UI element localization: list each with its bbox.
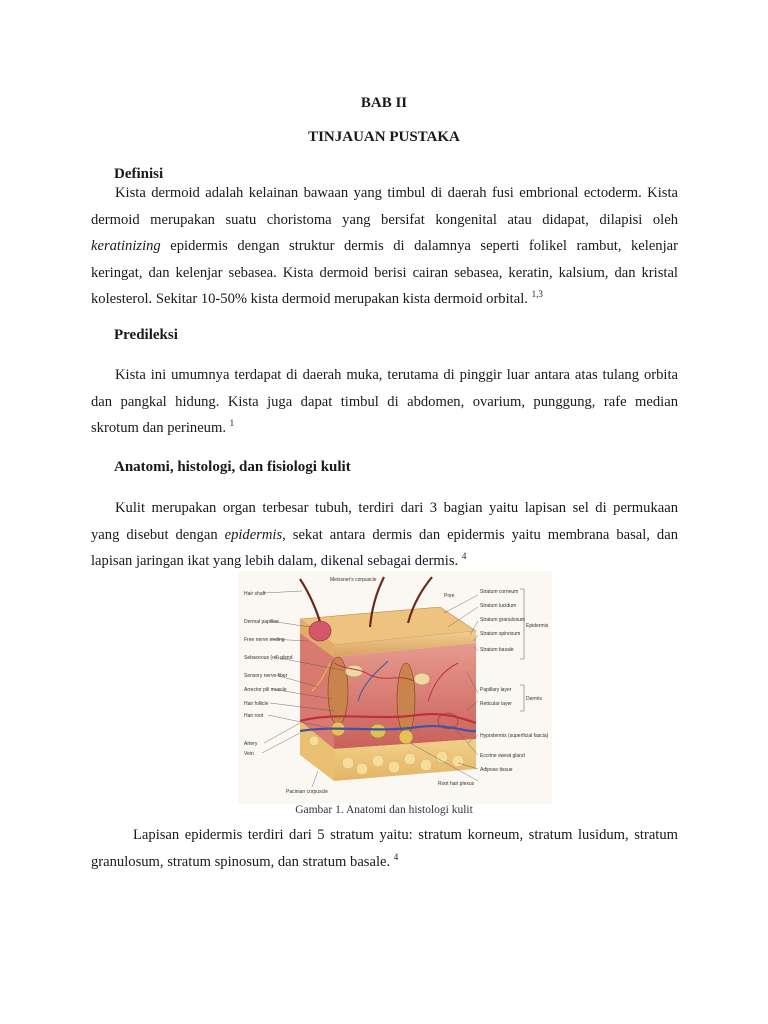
paragraph-definisi [91,180,678,313]
label-dermal-papillae: Dermal papillae [244,619,279,625]
bracket-label-dermis: Dermis [526,696,542,702]
label-free-nerve-ending: Free nerve ending [244,637,285,643]
text-line [91,849,678,876]
reference-number: 4 [393,851,399,862]
label-hair-shaft: Hair shaft [244,591,266,597]
label-hair-root: Hair root [244,713,264,719]
label-arrector-pili: Arrector pili muscle [244,687,287,693]
italic-term: keratinizing [91,238,161,254]
paragraph-epidermis [91,822,678,875]
figure-caption: Gambar 1. Anatomi dan histologi kulit [295,804,473,816]
paragraph-predileksi [91,362,678,442]
label-vein: Vein [244,751,254,757]
chapter-label: BAB II [360,95,408,111]
label-root-hair-plexus: Root hair plexus [438,781,475,787]
label-adipose-tissue: Adipose tissue [480,767,513,773]
text-line: Lapisan epidermis terdiri dari 5 stratum yaitu: stratum korneum, stratum lusidum, stratum [133,827,678,843]
text-fragment: lapisan jaringan ikat yang lebih dalam, dikenal sebagai dermis. [91,553,459,569]
label-hypodermis: Hypodermis (superficial fascia) [480,733,549,739]
text-line [91,286,678,313]
text-line: dermoid merupakan suatu choristoma yang bersifat kongenital atau didapat, dilapisi oleh [91,211,678,228]
text-line: dan pangkal hidung. Kista juga dapat timbul di abdomen, ovarium, punggung, rafe median [91,393,678,410]
label-reticular-layer: Reticular layer [480,701,512,707]
label-papillary-layer: Papillary layer [480,687,512,693]
text-fragment: skrotum dan perineum. [91,420,226,436]
text-fragment: kolesterol. Sekitar 10-50% kista dermoid merupakan kista dermoid orbital. [91,291,528,307]
bracket-label-epidermis: Epidermis [526,623,549,629]
section-heading-definisi: Definisi [114,166,164,182]
label-stratum-corneum: Stratum corneum [480,589,519,595]
text-fragment: epidermis dengan struktur dermis di dalamnya seperti folikel rambut, kelenjar [170,238,678,254]
text-line: keringat, dan kelenjar sebasea. Kista dermoid berisi cairan sebasea, keratin, kalsium, dan kristal [91,264,678,281]
text-line [91,522,678,549]
text-line [91,233,678,260]
reference-number: 1 [229,418,235,429]
label-artery: Artery [244,741,258,747]
skin-anatomy-figure [238,571,552,804]
text-fragment: , sekat antara dermis dan epidermis yaitu membrana basal, dan [282,526,678,543]
text-line: Kista ini umumnya terdapat di daerah muka, terutama di pinggir luar antara atas tulang orbita [115,367,678,383]
skin-anatomy-illustration [238,571,552,804]
section-heading-predileksi: Predileksi [114,327,178,343]
italic-term: epidermis [224,526,283,543]
label-stratum-lucidum: Stratum lucidum [480,603,517,609]
label-eccrine-sweat-gland: Eccrine sweat gland [480,753,525,759]
reference-number: 4 [461,551,467,562]
label-stratum-spinosum: Stratum spinosum [480,631,521,637]
label-sensory-nerve-fiber: Sensory nerve fiber [244,673,288,679]
reference-number: 1,3 [531,289,543,300]
label-stratum-basale: Stratum basale [480,647,514,653]
text-fragment: granulosum, stratum spinosum, dan stratum basale. [91,853,391,870]
paragraph-anatomi [91,495,678,575]
text-fragment: yang disebut dengan [91,526,225,543]
label-hair-follicle: Hair follicle [244,701,269,707]
section-heading-anatomi: Anatomi, histologi, dan fisiologi kulit [114,459,351,475]
chapter-title: TINJAUAN PUSTAKA [308,129,460,145]
text-line [91,415,678,442]
label-meissner-corpuscle: Meissner's corpuscle [330,577,377,583]
text-line: Kulit merupakan organ terbesar tubuh, terdiri dari 3 bagian yaitu lapisan sel di permukaan [115,500,678,516]
text-line: Kista dermoid adalah kelainan bawaan yang timbul di daerah fusi embrional ectoderm. Kista [115,185,678,201]
label-sebaceous-gland: Sebaceous (oil) gland [244,655,293,661]
label-stratum-granulosum: Stratum granulosum [480,617,526,623]
label-pacinian-corpuscle: Pacinian corpuscle [286,789,328,795]
label-pore: Pore [444,593,455,599]
